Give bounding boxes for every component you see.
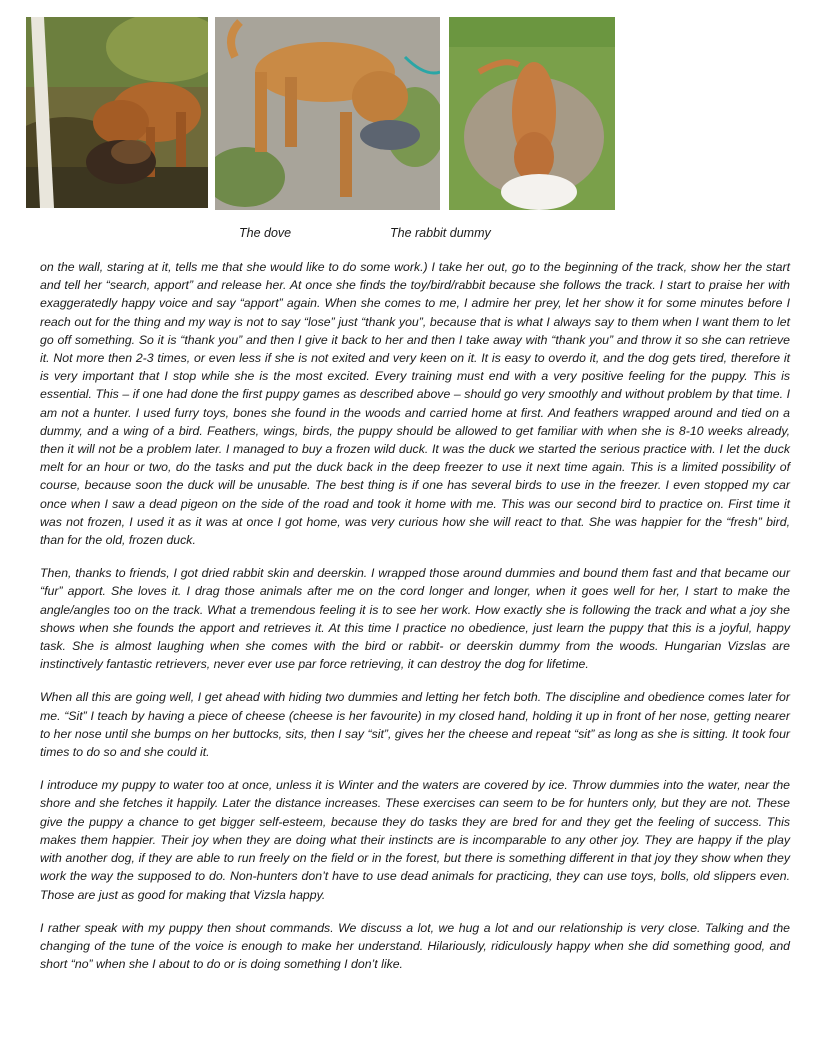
paragraph-2: Then, thanks to friends, I got dried rabbit skin and deerskin. I wrapped those around dummies and bound them fast and that became our “fur” apport. She loves it. I drag those animals after me on the cord longer and longer, when it goes well for her, I start to make the angle/angles too on the track. What a tremendous feeling it is to see her work. How exactly she is following the track and what a joy she shows when she founds the apport and retrieves it. At this time I practice no obedience, just learn the puppy that this is a joyful, happy task. She is almost laughing when she comes with the bird or rabbit- or deerskin dummy from the woods. Hungarian Vizslas are instinctively fantastic retrievers, never ever use par force retrieving, it can destroy the dog for lifetime. — [40, 566, 790, 672]
paragraph-3: When all this are going well, I get ahead with hiding two dummies and letting her fetch both. The discipline and obedience comes later for me. “Sit” I teach by having a piece of cheese (cheese is her favourite) in my closed hand, holding it up in front of her nose, getting nearer to her nose until she bumps on her buttocks, sits, then I say “sit”, gives her the cheese and repeat “sit” as long as she is sitting. It took four times to do so and she could it. — [40, 690, 790, 760]
article-body — [40, 258, 790, 988]
photo-dog-with-dove — [26, 17, 208, 208]
paragraph-4: I introduce my puppy to water too at once, unless it is Winter and the waters are covered by ice. Throw dummies into the water, near the shore and she fetches it happily. Later the distance increases. These exercises can seem to be for hunters only, but they are not. These give the puppy a chance to get bigger self-esteem, because they do tasks they are bred for and they get the feeling of success. This makes them happier. Their joy when they are doing what their instincts are is incomparable to any other joy. They are happy if the play with another dog, if they are able to run freely on the field or in the forest, but there is something different in that joy they show when they work the way the supposed to do. Non-hunters don’t have to use dead animals for practicing, they can use toys, bolls, old slippers even. Those are just as good for making that Vizsla happy. — [40, 778, 790, 902]
caption-rabbit-dummy: The rabbit dummy — [390, 226, 491, 240]
paragraph-1: on the wall, staring at it, tells me that she would like to do some work.) I take her out, go to the beginning of the track, show her the start and tell her “search, apport” and release her. At once she finds the toy/bird/rabbit because she follows the track. I start to praise her with exaggeratedly happy voice and say “apport” again. When she comes to me, I admire her prey, let her show it for some minutes before I reach out for the thing and my way is not to say “lose” just “thank you”, because that is what I always say to them when I want them to let go off something. So it is “thank you” and then I give it back to her and then I take away with “thank you” and throw it so she can retrieve it. Not more then 2-3 times, or even less if she is not exited and very keen on it. It is easy to overdo it, and the dog gets tired, therefore it is very important that I stop while she is the most excited. Every training must end with a very positive feeling for the puppy. This is essential. This – if one had done the first puppy games as described above – should go very smoothly and without problem by that time. I am not a hunter. I used furry toys, bones she found in the woods and carried home at first. And feathers wrapped around and tied on a dummy, and a wing of a bird. Feathers, wings, birds, the puppy should be allowed to get familiar with when she is 8-10 weeks already, then it will not be a problem later. I managed to buy a frozen wild duck. It was the duck we started the serious practice with. I let the duck melt for an hour or two, do the tasks and put the duck back in the deep freezer to use it next time again. This is a limited possibility of course, because soon the duck will be unusable. The best thing is if one has several birds to use in the freezer. I even stopped my car once when I saw a dead pigeon on the side of the road and took it home with me. This was our second bird to practice on. First time it was not frozen, I used it as it was at once I got home, was very curious how she will react to that. She was happier for the “fresh” bird, than for the old, frozen duck. — [40, 260, 790, 548]
caption-dove: The dove — [239, 226, 292, 240]
paragraph-5: I rather speak with my puppy then shout commands. We discuss a lot, we hug a lot and our relationship is very close. Talking and the changing of the tune of the voice is enough to make her understand. Hilariously, ridiculously happy when she did something good, and short “no” when she I about to do or is doing something I don’t like. — [40, 920, 790, 972]
photo-dog-with-rabbit-dummy — [215, 17, 440, 210]
photo-dog-with-white-dummy — [449, 17, 615, 210]
